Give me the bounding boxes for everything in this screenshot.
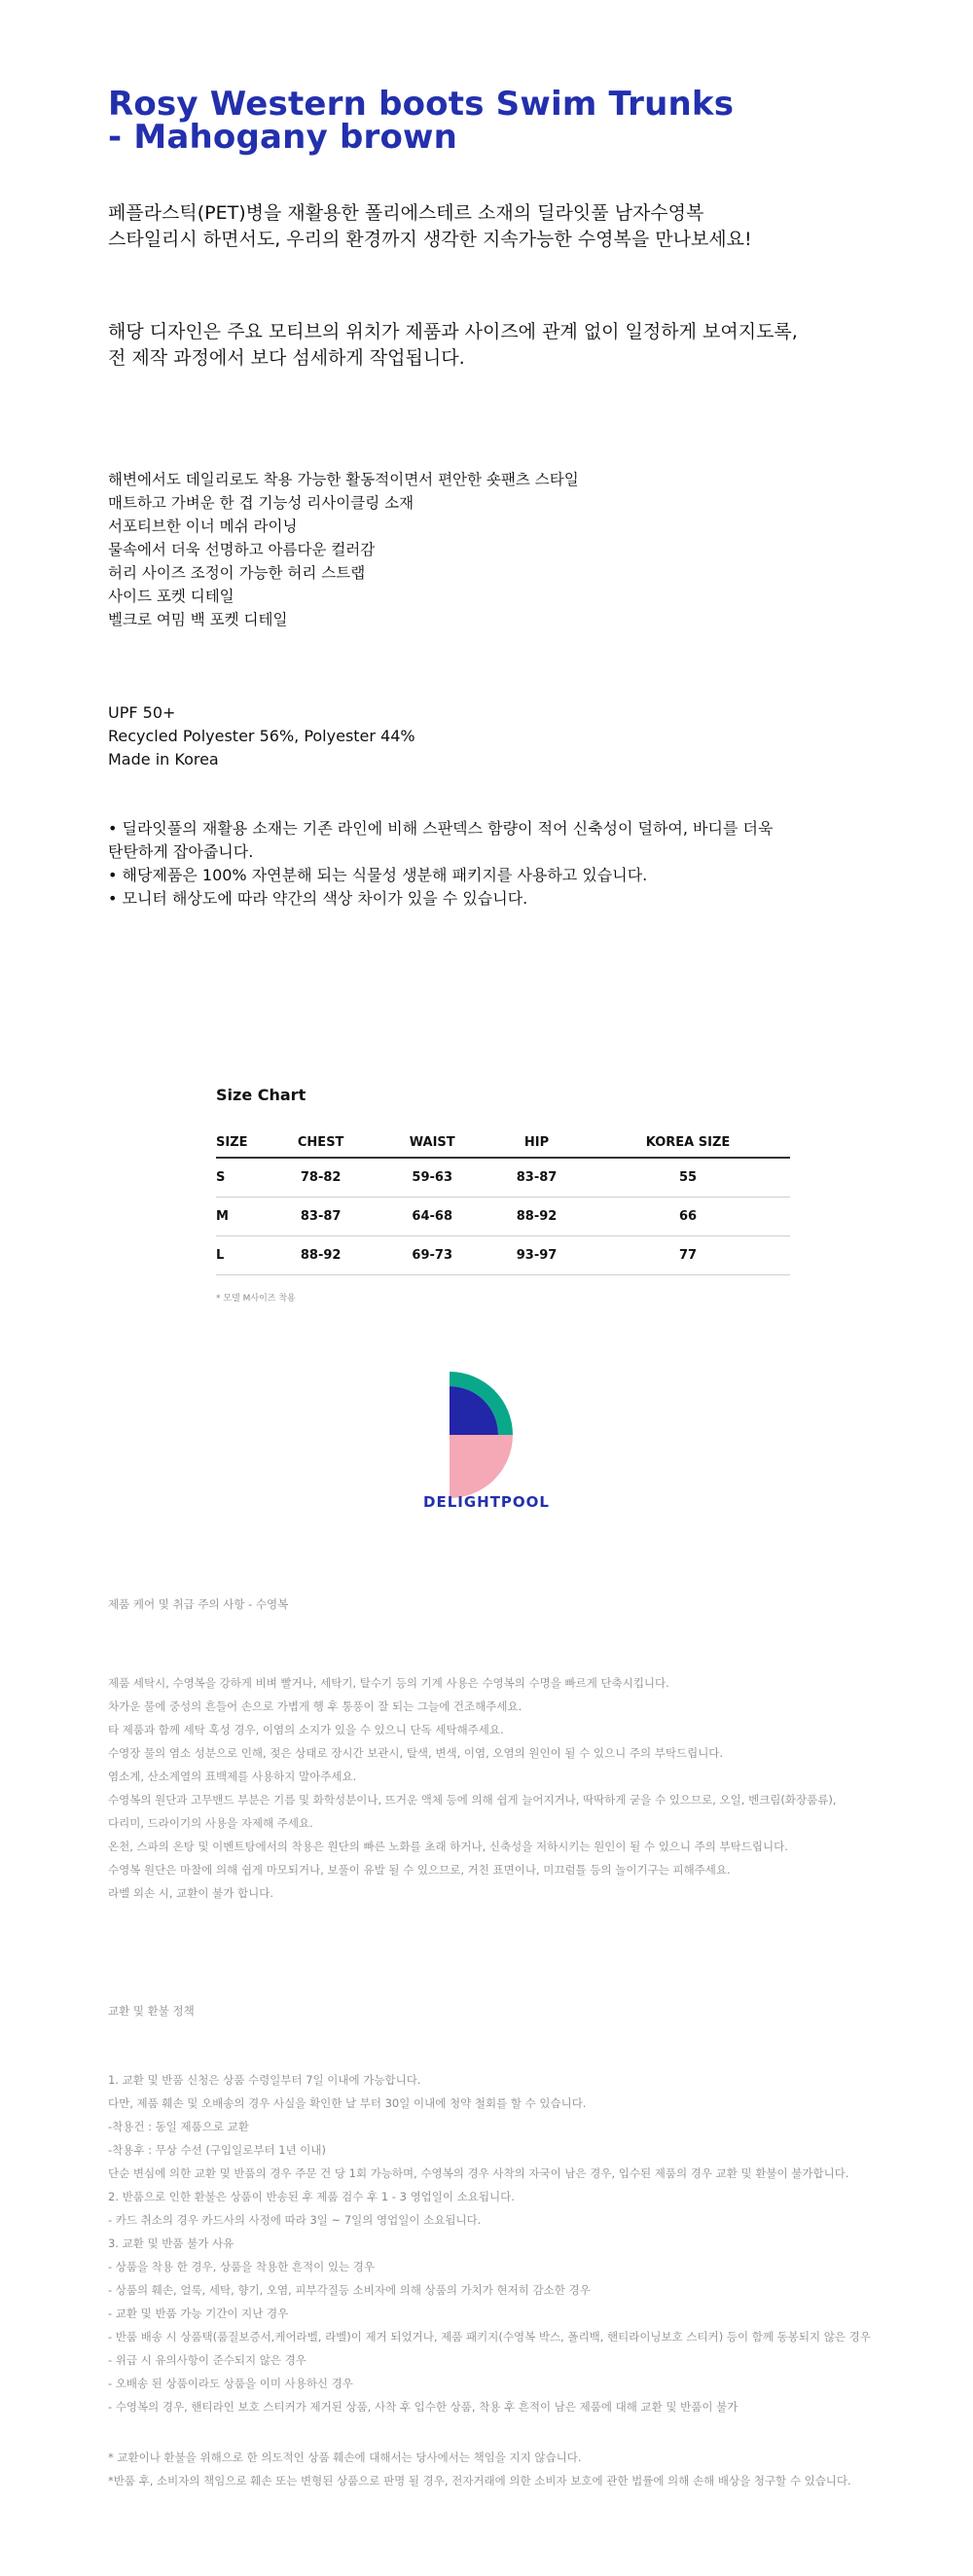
- note-line: • 딜라잇풀의 재활용 소재는 기존 라인에 비해 스판덱스 함량이 적어 신축성이 덜하여, 바디를 더욱: [108, 819, 774, 838]
- intro-line: 전 제작 과정에서 보다 섬세하게 작업됩니다.: [108, 347, 465, 369]
- cell-chest: 88-92: [265, 1235, 377, 1274]
- size-chart-title: Size Chart: [216, 1086, 306, 1104]
- logo-pink-quarter: [450, 1435, 513, 1498]
- policy-line: 단순 변심에 의한 교환 및 반품의 경우 주문 건 당 1회 가능하며, 수영복의 경우 사착의 자국이 남은 경우, 입수된 제품의 경우 교환 및 환불이 불가합니다.: [108, 2166, 849, 2180]
- note-line: • 모니터 해상도에 따라 약간의 색상 차이가 있을 수 있습니다.: [108, 889, 528, 908]
- care-line: 수영복의 원단과 고무밴드 부분은 기름 및 화학성분이나, 뜨거운 액체 등에 의해 쉽게 늘어지거나, 딱딱하게 굳을 수 있으므로, 오일, 벤크림(화장품류),: [108, 1793, 837, 1807]
- policy-line: 3. 교환 및 반품 불가 사유: [108, 2236, 234, 2250]
- product-title: [108, 85, 886, 157]
- policy-line: - 오배송 된 상품이라도 상품을 이미 사용하신 경우: [108, 2377, 353, 2390]
- spec-origin: Made in Korea: [108, 750, 219, 769]
- brand-name: DELIGHTPOOL: [423, 1493, 550, 1511]
- policy-line: -착용건 : 동일 제품으로 교환: [108, 2120, 249, 2133]
- intro-line: 스타일리시 하면서도, 우리의 환경까지 생각한 지속가능한 수영복을 만나보세요!: [108, 229, 752, 250]
- care-title: 제품 케어 및 취급 주의 사항 - 수영복: [108, 1597, 289, 1611]
- cell-korea-size: 55: [586, 1158, 790, 1197]
- feature-item: 사이드 포켓 디테일: [108, 588, 234, 605]
- table-row: [216, 1235, 790, 1274]
- header-size: SIZE: [216, 1128, 265, 1158]
- size-chart-table: [216, 1128, 790, 1275]
- size-chart-note: * 모델 M사이즈 착용: [216, 1294, 296, 1304]
- cell-chest: 83-87: [265, 1197, 377, 1235]
- cell-hip: 88-92: [487, 1197, 586, 1235]
- feature-item: 물속에서 더욱 선명하고 아름다운 컬러감: [108, 541, 376, 558]
- feature-item: 벨크로 여밈 백 포켓 디테일: [108, 611, 288, 628]
- intro-line: 페플라스틱(PET)병을 재활용한 폴리에스테르 소재의 딜라잇풀 남자수영복: [108, 202, 704, 224]
- policy-line: - 위급 시 유의사항이 준수되지 않은 경우: [108, 2353, 306, 2367]
- cell-waist: 69-73: [377, 1235, 487, 1274]
- policy-line: - 수영복의 경우, 핸티라인 보호 스티커가 제거된 상품, 사착 후 입수한 상품, 착용 후 흔적이 남은 제품에 대해 교환 및 반품이 불가: [108, 2400, 739, 2414]
- intro-line: 해당 디자인은 주요 모티브의 위치가 제품과 사이즈에 관계 없이 일정하게 보여지도록,: [108, 321, 798, 342]
- feature-item: 허리 사이즈 조정이 가능한 허리 스트랩: [108, 564, 366, 582]
- cell-size: S: [216, 1158, 265, 1197]
- cell-chest: 78-82: [265, 1158, 377, 1197]
- care-line: 수영장 물의 염소 성분으로 인해, 젖은 상태로 장시간 보관시, 탈색, 변색, 이염, 오염의 원인이 될 수 있으니 주의 부탁드립니다.: [108, 1746, 724, 1760]
- policy-footnote: * 교환이나 환불을 위해으로 한 의도적인 상품 훼손에 대해서는 당사에서는 책임을 지지 않습니다.: [108, 2451, 582, 2464]
- policy-line: - 반품 배송 시 상품택(품질보증서,케어라벨, 라벨)이 제거 되었거나, 제품 패키지(수영복 박스, 폴리백, 핸티라이닝보호 스티커) 등이 함께 동봉되지 않은 경우: [108, 2330, 871, 2343]
- product-title-line1: Rosy Western boots Swim Trunks: [108, 85, 735, 124]
- size-chart-header-row: [216, 1128, 790, 1158]
- header-hip: HIP: [487, 1128, 586, 1158]
- intro-paragraph-1: [108, 200, 752, 253]
- header-waist: WAIST: [377, 1128, 487, 1158]
- product-title-line2: - Mahogany brown: [108, 118, 458, 157]
- table-row: [216, 1197, 790, 1235]
- care-line: 타 제품과 함께 세탁 혹성 경우, 이염의 소지가 있을 수 있으니 단독 세탁해주세요.: [108, 1723, 504, 1736]
- policy-line: - 상품의 훼손, 얼룩, 세탁, 향기, 오염, 피부각질등 소비자에 의해 상품의 가치가 현저히 감소한 경우: [108, 2283, 591, 2297]
- care-line: 차가운 물에 중성의 흔들어 손으로 가볍게 헹 후 통풍이 잘 되는 그늘에 건조해주세요.: [108, 1699, 523, 1713]
- cell-size: M: [216, 1197, 265, 1235]
- spec-upf: UPF 50+: [108, 703, 176, 722]
- policy-line: 2. 반품으로 인한 환불은 상품이 반송된 후 제품 검수 후 1 - 3 영업일이 소요됩니다.: [108, 2190, 515, 2203]
- policy-footnote: *반품 후, 소비자의 책임으로 훼손 또는 변형된 상품으로 판명 될 경우, 전자거래에 의한 소비자 보호에 관한 법률에 의해 손해 배상을 청구할 수 있습니다.: [108, 2474, 851, 2487]
- care-list: [108, 1671, 836, 1905]
- policy-line: - 상품을 착용 한 경우, 상품을 착용한 흔적이 있는 경우: [108, 2260, 375, 2273]
- policy-line: - 카드 취소의 경우 카드사의 사정에 따라 3일 ~ 7일의 영업일이 소요됩니다.: [108, 2213, 482, 2227]
- feature-item: 매트하고 가벼운 한 겹 기능성 리사이클링 소재: [108, 494, 414, 512]
- spec-list: [108, 701, 415, 771]
- delightpool-logo: [450, 1372, 527, 1498]
- cell-korea-size: 66: [586, 1197, 790, 1235]
- feature-item: 해변에서도 데일리로도 착용 가능한 활동적이면서 편안한 숏팬츠 스타일: [108, 471, 579, 488]
- header-korea-size: KOREA SIZE: [586, 1128, 790, 1158]
- policy-line: 다만, 제품 훼손 및 오배송의 경우 사실을 확인한 날 부터 30일 이내에 청약 철회를 할 수 있습니다.: [108, 2096, 587, 2110]
- cell-waist: 59-63: [377, 1158, 487, 1197]
- policy-footnotes: [108, 2446, 851, 2492]
- cell-hip: 93-97: [487, 1235, 586, 1274]
- care-line: 염소계, 산소계열의 표백제를 사용하지 말아주세요.: [108, 1770, 357, 1783]
- feature-list: [108, 468, 579, 631]
- care-line: 다리미, 드라이기의 사용을 자제해 주세요.: [108, 1816, 313, 1830]
- cell-size: L: [216, 1235, 265, 1274]
- intro-paragraph-2: [108, 319, 798, 372]
- cell-waist: 64-68: [377, 1197, 487, 1235]
- product-notes: [108, 817, 828, 911]
- care-line: 수영복 원단은 마찰에 의해 쉽게 마모되거나, 보풀이 유발 될 수 있으므로, 거친 표면이나, 미끄럼틀 등의 놀이기구는 피해주세요.: [108, 1863, 731, 1877]
- note-line: 탄탄하게 잡아줍니다.: [108, 842, 254, 861]
- policy-list: [108, 2068, 871, 2418]
- policy-line: - 교환 및 반품 가능 기간이 지난 경우: [108, 2307, 289, 2320]
- feature-item: 서포티브한 이너 메쉬 라이닝: [108, 518, 298, 535]
- cell-hip: 83-87: [487, 1158, 586, 1197]
- policy-line: 1. 교환 및 반품 신청은 상품 수령일부터 7일 이내에 가능합니다.: [108, 2073, 421, 2087]
- cell-korea-size: 77: [586, 1235, 790, 1274]
- care-line: 제품 세탁시, 수영복을 강하게 비벼 빨거나, 세탁기, 탈수기 등의 기계 사용은 수영복의 수명을 빠르게 단축시킵니다.: [108, 1676, 669, 1690]
- care-line: 라벨 외손 시, 교환이 불가 합니다.: [108, 1886, 274, 1900]
- policy-line: -착용후 : 무상 수선 (구입일로부터 1년 이내): [108, 2143, 326, 2157]
- spec-material: Recycled Polyester 56%, Polyester 44%: [108, 727, 415, 745]
- header-chest: CHEST: [265, 1128, 377, 1158]
- note-line: • 해당제품은 100% 자연분해 되는 식물성 생분해 패키지를 사용하고 있습니다.: [108, 866, 648, 884]
- table-row: [216, 1158, 790, 1197]
- care-line: 온천, 스파의 온탕 및 이벤트탕에서의 착용은 원단의 빠른 노화를 초래 하거나, 신축성을 저하시키는 원인이 될 수 있으니 주의 부탁드립니다.: [108, 1840, 788, 1853]
- policy-title: 교환 및 환불 정책: [108, 2004, 195, 2018]
